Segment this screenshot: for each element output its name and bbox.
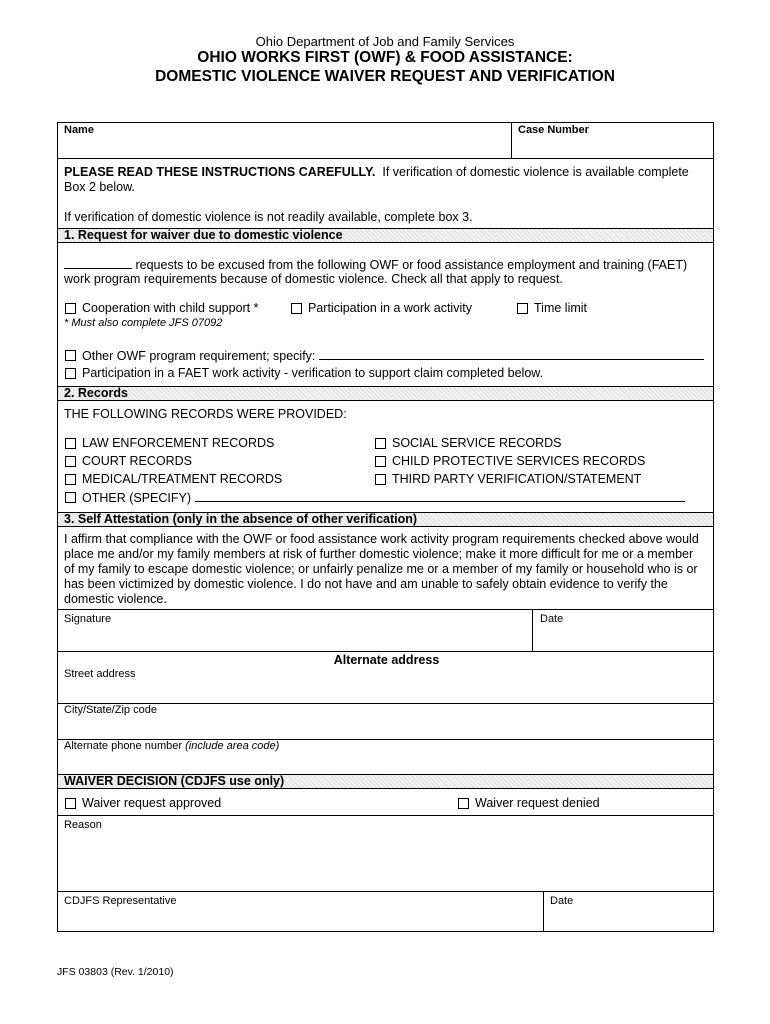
approved-checkbox[interactable] bbox=[65, 798, 76, 809]
case-number-label: Case Number bbox=[518, 124, 589, 136]
form-title-line1: OHIO WORKS FIRST (OWF) & FOOD ASSISTANCE: bbox=[197, 49, 573, 66]
request-line1: requests to be excused from the following OWF or food assistance employment and training (FAET) bbox=[64, 257, 687, 272]
requester-name-blank[interactable] bbox=[64, 257, 132, 269]
attestation-text: I affirm that compliance with the OWF or food assistance work activity program requirements checked above would place me and/or my family members at risk of further domestic violence; make it more difficult for me or a member of my family to escape domestic violence; or unfairly penalize me or a member of my family or household who is or has been victimized by domestic violence. I do not have and am unable to safely obtain evidence to verify the domestic violence. bbox=[64, 532, 699, 606]
section2-header: 2. Records bbox=[58, 386, 713, 401]
third-party-label: THIRD PARTY VERIFICATION/STATEMENT bbox=[392, 472, 642, 486]
signature-field[interactable] bbox=[58, 610, 532, 651]
case-number-field[interactable] bbox=[512, 123, 714, 158]
denied-checkbox[interactable] bbox=[458, 798, 469, 809]
name-field[interactable] bbox=[58, 123, 511, 158]
other-records-specify-field[interactable] bbox=[195, 490, 685, 502]
other-records-label: OTHER (SPECIFY) bbox=[82, 490, 685, 505]
time-limit-label: Time limit bbox=[534, 301, 588, 315]
divider bbox=[58, 158, 713, 159]
instructions-line1 bbox=[64, 165, 689, 179]
reason-field[interactable] bbox=[58, 816, 715, 891]
other-owf-label: Other OWF program requirement; specify: bbox=[82, 348, 704, 363]
child-support-checkbox[interactable] bbox=[65, 303, 76, 314]
other-records-checkbox[interactable] bbox=[65, 492, 76, 503]
denied-label: Waiver request denied bbox=[475, 796, 600, 810]
social-service-checkbox[interactable] bbox=[375, 438, 386, 449]
child-protective-checkbox[interactable] bbox=[375, 456, 386, 467]
faet-activity-checkbox[interactable] bbox=[65, 368, 76, 379]
cdjfs-representative-field[interactable] bbox=[58, 892, 543, 931]
waiver-decision-header: WAIVER DECISION (CDJFS use only) bbox=[58, 774, 713, 789]
other-owf-checkbox[interactable] bbox=[65, 350, 76, 361]
street-address-label: Street address bbox=[64, 668, 136, 680]
approved-label: Waiver request approved bbox=[82, 796, 222, 810]
law-enforcement-checkbox[interactable] bbox=[65, 438, 76, 449]
court-records-label: COURT RECORDS bbox=[82, 454, 192, 468]
work-activity-checkbox[interactable] bbox=[291, 303, 302, 314]
child-protective-label: CHILD PROTECTIVE SERVICES RECORDS bbox=[392, 454, 646, 468]
decision-date-label: Date bbox=[550, 895, 574, 907]
form-number: JFS 03803 (Rev. 1/2010) bbox=[57, 966, 174, 978]
records-intro: THE FOLLOWING RECORDS WERE PROVIDED: bbox=[64, 407, 347, 421]
decision-date-field[interactable] bbox=[544, 892, 714, 931]
time-limit-checkbox[interactable] bbox=[517, 303, 528, 314]
waiver-form bbox=[57, 122, 714, 932]
signature-date-field[interactable] bbox=[533, 610, 714, 651]
alternate-address-title: Alternate address bbox=[333, 653, 440, 667]
alternate-phone-field[interactable] bbox=[58, 740, 715, 774]
signature-date-label: Date bbox=[540, 613, 564, 625]
medical-records-checkbox[interactable] bbox=[65, 474, 76, 485]
instructions-lead: PLEASE READ THESE INSTRUCTIONS CAREFULLY. bbox=[64, 165, 376, 179]
child-support-label: Cooperation with child support * bbox=[82, 301, 259, 315]
instructions-line2: Box 2 below. bbox=[64, 180, 135, 194]
cdjfs-representative-label: CDJFS Representative bbox=[64, 895, 177, 907]
city-state-zip-label: City/State/Zip code bbox=[64, 704, 157, 716]
signature-label: Signature bbox=[64, 613, 112, 625]
form-title-line2: DOMESTIC VIOLENCE WAIVER REQUEST AND VERIFICATION bbox=[155, 68, 615, 85]
name-label: Name bbox=[64, 124, 94, 136]
divider bbox=[58, 651, 713, 652]
instructions-lead-rest: If verification of domestic violence is available complete bbox=[382, 165, 689, 179]
section3-header: 3. Self Attestation (only in the absence of other verification) bbox=[58, 512, 713, 527]
law-enforcement-label: LAW ENFORCEMENT RECORDS bbox=[82, 436, 275, 450]
faet-activity-label: Participation in a FAET work activity - verification to support claim completed below. bbox=[82, 366, 544, 380]
request-line2: work program requirements because of domestic violence. Check all that apply to request. bbox=[64, 272, 563, 286]
alternate-phone-label: Alternate phone number (include area code) bbox=[64, 740, 280, 752]
third-party-checkbox[interactable] bbox=[375, 474, 386, 485]
section1-header: 1. Request for waiver due to domestic violence bbox=[58, 228, 713, 243]
social-service-label: SOCIAL SERVICE RECORDS bbox=[392, 436, 562, 450]
court-records-checkbox[interactable] bbox=[65, 456, 76, 467]
other-owf-specify-field[interactable] bbox=[319, 348, 704, 360]
city-state-zip-field[interactable] bbox=[58, 704, 715, 739]
work-activity-label: Participation in a work activity bbox=[308, 301, 472, 315]
agency-name: Ohio Department of Job and Family Services bbox=[255, 34, 515, 49]
reason-label: Reason bbox=[64, 819, 102, 831]
instructions-line3: If verification of domestic violence is not readily available, complete box 3. bbox=[64, 210, 473, 224]
medical-records-label: MEDICAL/TREATMENT RECORDS bbox=[82, 472, 283, 486]
street-address-field[interactable] bbox=[58, 667, 715, 703]
child-support-note: * Must also complete JFS 07092 bbox=[64, 317, 223, 329]
